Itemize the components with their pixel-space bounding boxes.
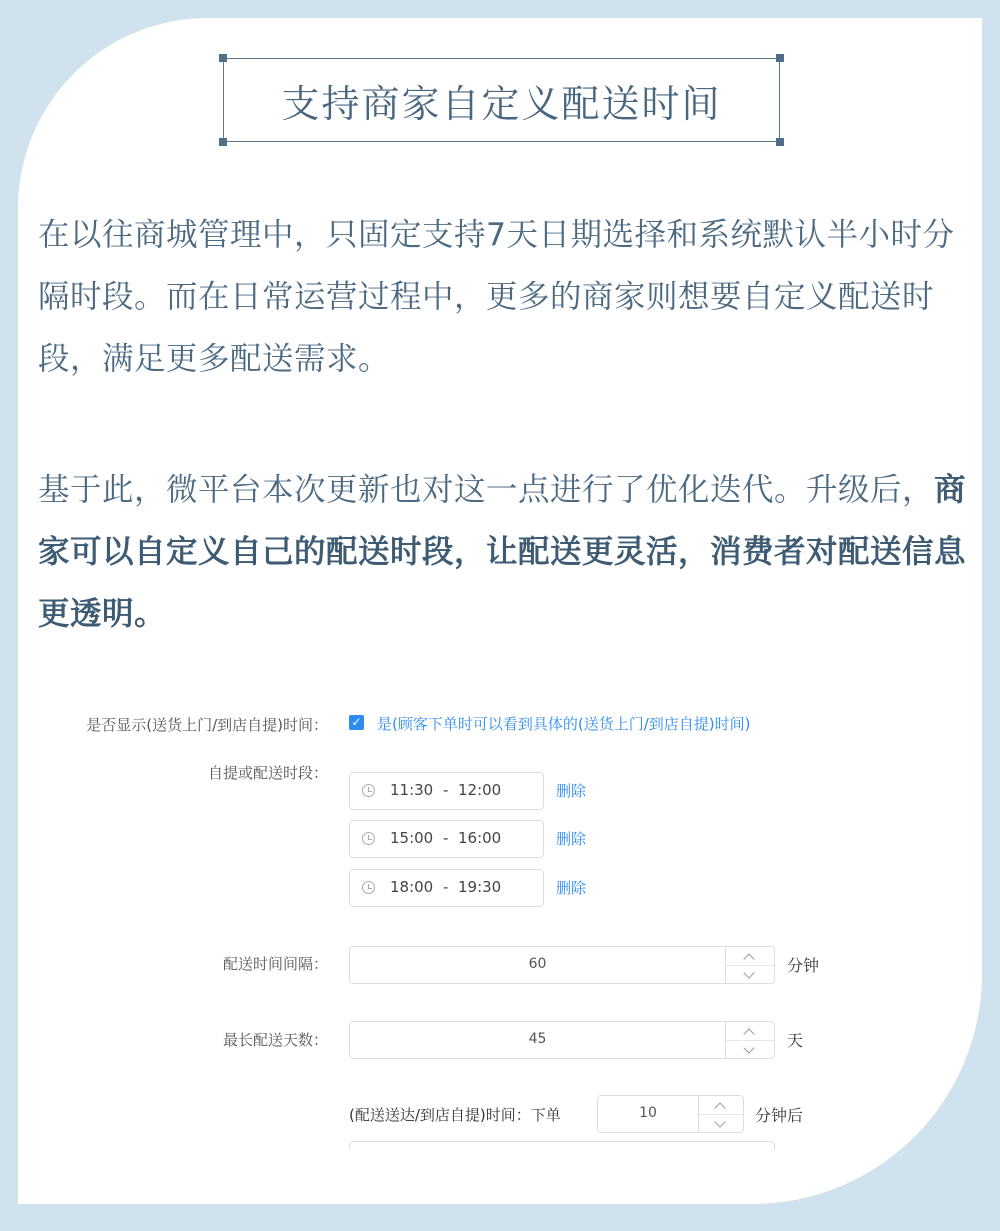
clock-icon bbox=[362, 832, 375, 845]
title-frame bbox=[223, 58, 780, 142]
slot-start-time: 15:00 bbox=[390, 829, 434, 847]
slot-separator: - bbox=[443, 878, 449, 896]
chevron-down-icon[interactable] bbox=[714, 1116, 725, 1127]
time-slot-picker[interactable] bbox=[349, 772, 544, 810]
cut-off-input-edge bbox=[349, 1141, 775, 1150]
clock-icon bbox=[362, 784, 375, 797]
settings-form-screenshot bbox=[18, 698, 982, 1204]
chevron-up-icon[interactable] bbox=[714, 1102, 725, 1113]
slot-end-time: 19:30 bbox=[458, 878, 502, 896]
chevron-down-icon[interactable] bbox=[743, 967, 754, 978]
chevron-down-icon[interactable] bbox=[743, 1042, 754, 1053]
update-paragraph bbox=[38, 459, 968, 645]
show-time-option-label[interactable]: 是(顾客下单时可以看到具体的(送货上门/到店自提)时间) bbox=[377, 715, 751, 733]
clock-icon bbox=[362, 881, 375, 894]
slot-end-time: 16:00 bbox=[458, 829, 502, 847]
show-time-checkbox[interactable]: ✓ bbox=[349, 715, 364, 730]
arrival-unit: 分钟后 bbox=[755, 1106, 804, 1125]
interval-number-input[interactable] bbox=[349, 946, 775, 984]
slot-start-time: 18:00 bbox=[390, 878, 434, 896]
interval-label: 配送时间间隔： bbox=[222, 955, 328, 973]
delete-slot-link[interactable]: 删除 bbox=[556, 830, 587, 848]
chevron-up-icon[interactable] bbox=[743, 1028, 754, 1039]
time-slot-picker[interactable] bbox=[349, 820, 544, 858]
interval-unit: 分钟 bbox=[787, 956, 820, 975]
arrival-minutes-stepper[interactable] bbox=[698, 1096, 743, 1132]
slot-end-time: 12:00 bbox=[458, 781, 502, 799]
slot-separator: - bbox=[443, 781, 449, 799]
intro-paragraph: 在以往商城管理中，只固定支持7天日期选择和系统默认半小时分隔时段。而在日常运营过程中，更多的商家则想要自定义配送时段，满足更多配送需求。 bbox=[38, 217, 955, 377]
update-text: 基于此，微平台本次更新也对这一点进行了优化迭代。升级后， bbox=[38, 472, 935, 508]
delete-slot-link[interactable]: 删除 bbox=[556, 782, 587, 800]
interval-value[interactable]: 60 bbox=[528, 956, 547, 972]
interval-stepper[interactable] bbox=[725, 947, 774, 983]
max-days-value[interactable]: 45 bbox=[528, 1031, 547, 1047]
slot-separator: - bbox=[443, 829, 449, 847]
max-days-stepper[interactable] bbox=[725, 1022, 774, 1058]
time-slot-picker[interactable] bbox=[349, 869, 544, 907]
max-days-number-input[interactable] bbox=[349, 1021, 775, 1059]
slot-start-time: 11:30 bbox=[390, 781, 434, 799]
arrival-minutes-value[interactable]: 10 bbox=[639, 1105, 657, 1121]
page-title: 支持商家自定义配送时间 bbox=[281, 81, 722, 126]
arrival-time-label: (配送送达/到店自提)时间：下单 bbox=[349, 1106, 561, 1124]
update-highlight: 商家可以自定义自己的配送时段，让配送更灵活，消费者对配送信息更透明。 bbox=[38, 472, 967, 632]
max-days-unit: 天 bbox=[787, 1031, 804, 1050]
chevron-up-icon[interactable] bbox=[743, 953, 754, 964]
content-card bbox=[18, 18, 982, 1204]
delivery-settings-form bbox=[18, 698, 982, 1128]
max-days-label: 最长配送天数： bbox=[222, 1031, 328, 1049]
show-time-label: 是否显示(送货上门/到店自提)时间： bbox=[86, 716, 328, 734]
delete-slot-link[interactable]: 删除 bbox=[556, 879, 587, 897]
time-slots-label: 自提或配送时段： bbox=[207, 764, 328, 782]
arrival-minutes-input[interactable] bbox=[597, 1095, 744, 1133]
